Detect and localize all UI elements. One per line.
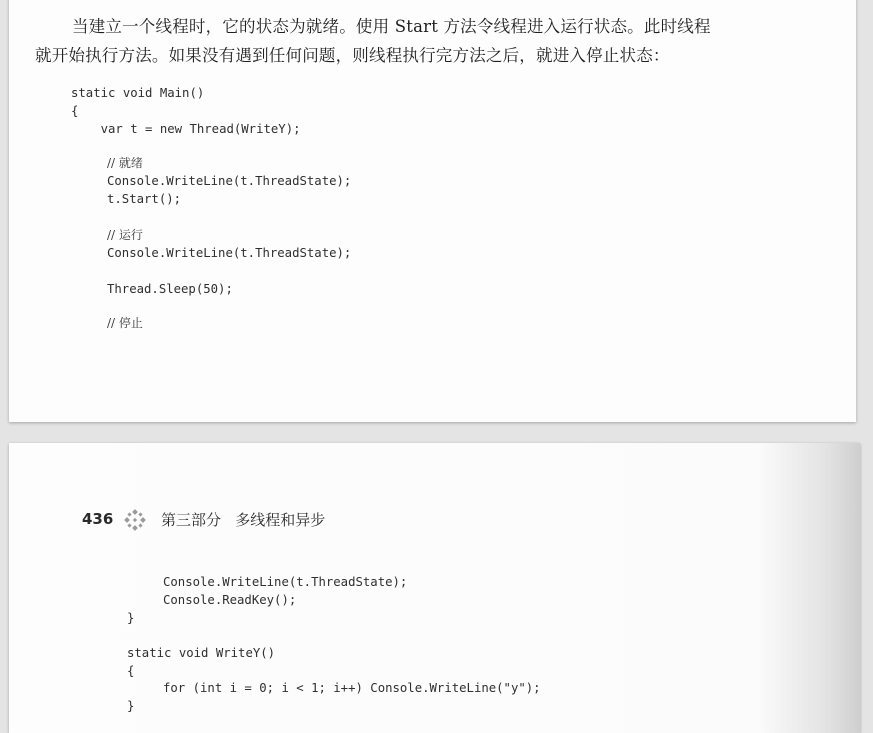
code-line-open-brace-writey: { bbox=[127, 664, 135, 678]
code-comment-stopped: // 停止 bbox=[107, 316, 143, 330]
code-line-var-thread: var t = new Thread(WriteY); bbox=[71, 122, 301, 136]
code-comment-running: // 运行 bbox=[107, 228, 143, 242]
code-line-close-brace-writey: } bbox=[127, 699, 135, 713]
code-line-sleep: Thread.Sleep(50); bbox=[107, 282, 233, 296]
paragraph-line-2: 就开始执行方法。如果没有遇到任何问题，则线程执行完方法之后，就进入停止状态： bbox=[35, 46, 670, 65]
code-line-readkey: Console.ReadKey(); bbox=[163, 593, 297, 607]
book-page-top bbox=[9, 0, 856, 422]
diamond-ornament-icon bbox=[124, 509, 146, 531]
code-line-start: t.Start(); bbox=[107, 192, 182, 206]
chapter-header: 第三部分 多线程和异步 bbox=[161, 511, 326, 529]
code-line-close-brace-main: } bbox=[127, 611, 135, 625]
code-line-writeline-1: Console.WriteLine(t.ThreadState); bbox=[107, 174, 352, 188]
code-line-open-brace: { bbox=[71, 104, 79, 118]
page-number: 436 bbox=[82, 510, 114, 528]
paragraph-line-1: 当建立一个线程时，它的状态为就绪。使用 Start 方法令线程进入运行状态。此时线程 bbox=[72, 17, 711, 36]
code-line-main-signature: static void Main() bbox=[71, 86, 205, 100]
code-comment-ready: // 就绪 bbox=[107, 156, 143, 170]
code-line-for-loop: for (int i = 0; i < 1; i++) Console.WriteLine("y"); bbox=[163, 681, 541, 695]
book-page-bottom bbox=[9, 443, 860, 733]
code-line-writeline-2: Console.WriteLine(t.ThreadState); bbox=[107, 246, 352, 260]
code-line-writey-signature: static void WriteY() bbox=[127, 646, 276, 660]
code-line-writeline-3: Console.WriteLine(t.ThreadState); bbox=[163, 575, 408, 589]
